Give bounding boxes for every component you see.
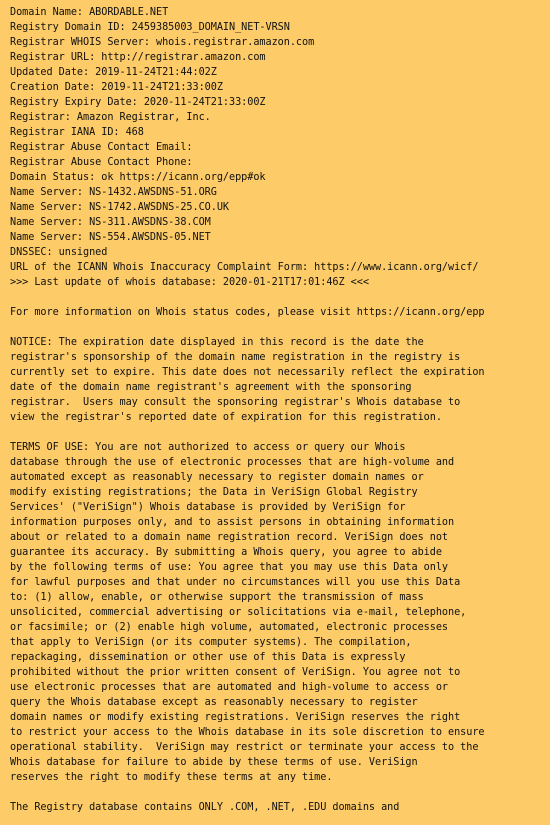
whois-line: >>> Last update of whois database: 2020-01-21T17:01:46Z <<< xyxy=(10,277,369,288)
whois-line: Registrar IANA ID: 468 xyxy=(10,127,144,138)
whois-line: or facsimile; or (2) enable high volume, automated, electronic processes xyxy=(10,622,449,633)
whois-line: unsolicited, commercial advertising or solicitations via e-mail, telephone, xyxy=(10,607,467,618)
whois-line: repackaging, dissemination or other use of this Data is expressly xyxy=(10,652,406,663)
whois-line: operational stability. VeriSign may restrict or terminate your access to the xyxy=(10,742,479,753)
whois-line: Registrar Abuse Contact Phone: xyxy=(10,157,193,168)
whois-line: date of the domain name registrant's agreement with the sponsoring xyxy=(10,382,412,393)
whois-line: registrar. Users may consult the sponsoring registrar's Whois database to xyxy=(10,397,461,408)
whois-line: NOTICE: The expiration date displayed in this record is the date the xyxy=(10,337,424,348)
whois-line xyxy=(10,425,485,440)
whois-line: Domain Status: ok https://icann.org/epp#ok xyxy=(10,172,266,183)
whois-line: Registrar URL: http://registrar.amazon.com xyxy=(10,52,266,63)
whois-line: registrar's sponsorship of the domain name registration in the registry is xyxy=(10,352,461,363)
whois-line xyxy=(10,320,485,335)
whois-line: Creation Date: 2019-11-24T21:33:00Z xyxy=(10,82,223,93)
whois-line: modify existing registrations; the Data in VeriSign Global Registry xyxy=(10,487,418,498)
whois-line xyxy=(10,785,485,800)
whois-line: to: (1) allow, enable, or otherwise support the transmission of mass xyxy=(10,592,424,603)
whois-line: URL of the ICANN Whois Inaccuracy Complaint Form: https://www.icann.org/wicf/ xyxy=(10,262,479,273)
whois-line: reserves the right to modify these terms at any time. xyxy=(10,772,333,783)
whois-record-text xyxy=(10,5,485,815)
whois-line: automated except as reasonably necessary to register domain names or xyxy=(10,472,424,483)
whois-line: query the Whois database except as reasonably necessary to register xyxy=(10,697,418,708)
whois-line: Whois database for failure to abide by these terms of use. VeriSign xyxy=(10,757,418,768)
whois-line: guarantee its accuracy. By submitting a Whois query, you agree to abide xyxy=(10,547,442,558)
whois-line: domain names or modify existing registrations. VeriSign reserves the right xyxy=(10,712,461,723)
whois-line: database through the use of electronic processes that are high-volume and xyxy=(10,457,455,468)
whois-line: to restrict your access to the Whois database in its sole discretion to ensure xyxy=(10,727,485,738)
whois-line: TERMS OF USE: You are not authorized to access or query our Whois xyxy=(10,442,406,453)
whois-line: Services' ("VeriSign") Whois database is provided by VeriSign for xyxy=(10,502,406,513)
whois-line xyxy=(10,290,485,305)
whois-line: prohibited without the prior written consent of VeriSign. You agree not to xyxy=(10,667,461,678)
whois-line: Name Server: NS-554.AWSDNS-05.NET xyxy=(10,232,211,243)
whois-line: view the registrar's reported date of expiration for this registration. xyxy=(10,412,442,423)
whois-line: Registrar: Amazon Registrar, Inc. xyxy=(10,112,211,123)
whois-line: that apply to VeriSign (or its computer systems). The compilation, xyxy=(10,637,412,648)
whois-line: Registrar WHOIS Server: whois.registrar.amazon.com xyxy=(10,37,315,48)
whois-line: Name Server: NS-1742.AWSDNS-25.CO.UK xyxy=(10,202,230,213)
whois-line: Name Server: NS-1432.AWSDNS-51.ORG xyxy=(10,187,217,198)
whois-line: Registry Domain ID: 2459385003_DOMAIN_NET-VRSN xyxy=(10,22,290,33)
whois-line: For more information on Whois status codes, please visit https://icann.org/epp xyxy=(10,307,485,318)
whois-line: information purposes only, and to assist persons in obtaining information xyxy=(10,517,455,528)
whois-line: use electronic processes that are automated and high-volume to access or xyxy=(10,682,449,693)
whois-line: Registrar Abuse Contact Email: xyxy=(10,142,193,153)
whois-line: about or related to a domain name registration record. VeriSign does not xyxy=(10,532,449,543)
whois-line: Domain Name: ABORDABLE.NET xyxy=(10,7,169,18)
whois-line: Name Server: NS-311.AWSDNS-38.COM xyxy=(10,217,211,228)
whois-line: DNSSEC: unsigned xyxy=(10,247,108,258)
whois-line: by the following terms of use: You agree that you may use this Data only xyxy=(10,562,449,573)
whois-line: Updated Date: 2019-11-24T21:44:02Z xyxy=(10,67,217,78)
whois-line: for lawful purposes and that under no circumstances will you use this Data xyxy=(10,577,461,588)
whois-line: Registry Expiry Date: 2020-11-24T21:33:00Z xyxy=(10,97,266,108)
whois-line: The Registry database contains ONLY .COM, .NET, .EDU domains and xyxy=(10,802,400,813)
whois-line: currently set to expire. This date does not necessarily reflect the expiration xyxy=(10,367,485,378)
